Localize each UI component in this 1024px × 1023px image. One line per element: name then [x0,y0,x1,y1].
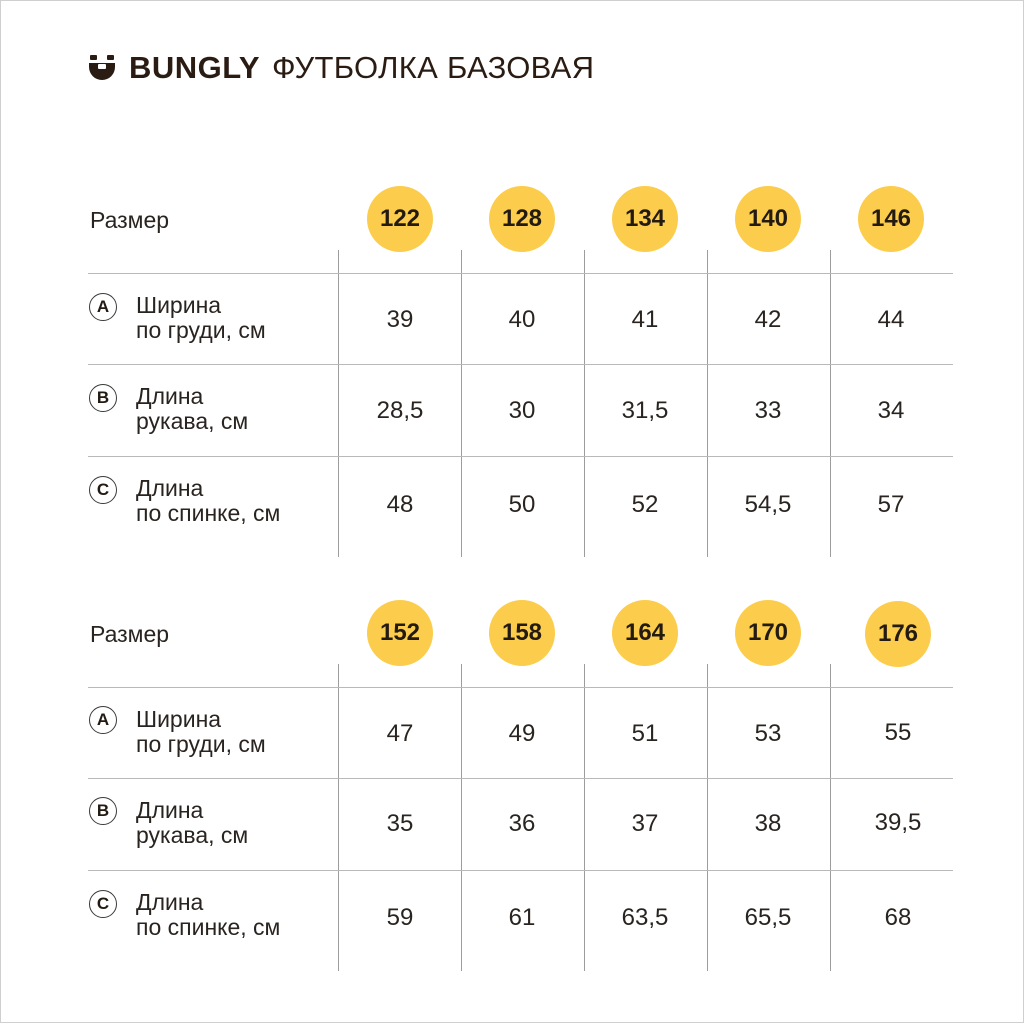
row-label-line1: Ширина [136,706,222,732]
row-letter-badge: C [89,890,117,918]
row-label-line1: Ширина [136,292,222,318]
table-cell: 44 [877,306,905,333]
table-cell: 38 [754,810,782,837]
bungly-logo-icon [87,53,117,83]
table-cell: 36 [508,810,536,837]
row-label [136,384,336,434]
size-badge: 158 [489,600,555,666]
row-letter-badge: B [89,797,117,825]
column-divider [584,250,585,557]
table-cell: 54,5 [744,491,792,518]
table-cell: 30 [508,397,536,424]
table-cell: 31,5 [621,397,669,424]
row-label-line1: Длина [136,475,204,501]
size-badge: 176 [865,601,931,667]
table-cell: 61 [508,904,536,931]
column-divider [707,664,708,971]
column-divider [707,250,708,557]
row-label-line1: Длина [136,383,204,409]
row-label-line2: рукава, см [136,408,249,434]
table-cell: 63,5 [621,904,669,931]
column-divider [461,250,462,557]
table-cell: 34 [877,397,905,424]
column-divider [830,250,831,557]
table-cell: 51 [631,720,659,747]
row-divider [88,870,953,871]
table-cell: 42 [754,306,782,333]
header [87,46,594,90]
row-label [136,293,336,343]
table-cell: 35 [386,810,414,837]
size-badge: 152 [367,600,433,666]
table-cell: 33 [754,397,782,424]
row-label-line2: по спинке, см [136,500,281,526]
table-cell: 57 [877,491,905,518]
table-cell: 52 [631,491,659,518]
row-divider [88,778,953,779]
row-letter-badge: A [89,706,117,734]
table-cell: 53 [754,720,782,747]
size-label: Размер [90,621,170,647]
row-label [136,798,336,848]
column-divider [584,664,585,971]
row-label-line1: Длина [136,797,204,823]
row-letter-badge: A [89,293,117,321]
row-label-line1: Длина [136,889,204,915]
column-divider [461,664,462,971]
column-divider [338,250,339,557]
table-cell: 49 [508,720,536,747]
table-cell: 59 [386,904,414,931]
table-cell: 47 [386,720,414,747]
row-label-line2: по груди, см [136,317,266,343]
size-badge: 170 [735,600,801,666]
row-label [136,707,336,757]
size-badge: 134 [612,186,678,252]
table-cell: 39 [386,306,414,333]
row-label-line2: рукава, см [136,822,249,848]
table-cell: 39,5 [874,809,922,836]
row-divider [88,273,953,274]
row-label-line2: по груди, см [136,731,266,757]
table-cell: 37 [631,810,659,837]
table-cell: 40 [508,306,536,333]
size-badge: 164 [612,600,678,666]
table-cell: 68 [884,904,912,931]
product-title: ФУТБОЛКА БАЗОВАЯ [272,50,595,85]
column-divider [338,664,339,971]
size-label: Размер [90,207,170,233]
brand-name: BUNGLY [129,50,261,85]
size-badge: 140 [735,186,801,252]
row-divider [88,364,953,365]
column-divider [830,664,831,971]
row-label-line2: по спинке, см [136,914,281,940]
size-badge: 128 [489,186,555,252]
row-divider [88,687,953,688]
table-cell: 65,5 [744,904,792,931]
table-cell: 48 [386,491,414,518]
table-cell: 28,5 [376,397,424,424]
table-cell: 50 [508,491,536,518]
size-badge: 146 [858,186,924,252]
row-letter-badge: C [89,476,117,504]
table-cell: 41 [631,306,659,333]
row-label [136,890,336,940]
table-cell: 55 [884,719,912,746]
row-divider [88,456,953,457]
size-badge: 122 [367,186,433,252]
row-letter-badge: B [89,384,117,412]
row-label [136,476,336,526]
